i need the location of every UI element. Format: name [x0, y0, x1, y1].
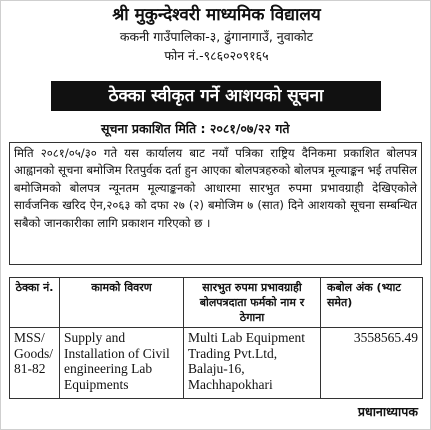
school-phone: फोन नं.-९८६०२०९१६५	[164, 48, 269, 63]
school-name: श्री मुकुन्देश्वरी माध्यमिक विद्यालय	[112, 5, 321, 25]
school-address: ककनी गाउँपालिका-३, ढुंगानागाउँ, नुवाकोट	[119, 29, 314, 44]
signature-title: प्रधानाध्यापक	[357, 404, 418, 419]
header-work-description: कामको विवरण	[60, 278, 184, 328]
notice-title-banner: ठेक्का स्वीकृत गर्ने आशयको सूचना	[51, 81, 381, 111]
cell-contract-no: MSS/ Goods/ 81-82	[10, 328, 60, 399]
header-contract-no: ठेक्का नं.	[10, 278, 60, 328]
notice-body-text: मिति २०८१/०५/३० गते यस कार्यालय बाट नयाँ पत्रिका राष्ट्रिय दैनिकमा प्रकाशित बोलपत्र आह्वानको सूचना बमोजिम रितपुर्वक दर्ता हुन आएका बोलपत्रहरुको बोलपत्र मूल्याङ्कन भई तपसिल बमोजिमको बोलपत्र न्यूनतम मूल्याङ्कनको आधारमा सारभुत रुपमा प्रभावग्राही देखिएकोले सार्वजनिक खरिद ऐन,२०६३ को दफा २७ (२) बमोजिम ७ (सात) दिने आशयको सूचना सम्बन्धित सबैको जानकारीका लागि प्रकाशन गरिएको छ ।	[14, 146, 417, 230]
header-bid-amount: कबोल अंक (भ्याट समेत)	[321, 278, 423, 328]
tender-table	[9, 277, 423, 399]
notice-body	[9, 142, 422, 265]
table-header-row	[10, 278, 423, 328]
cell-bidder: Multi Lab Equipment Trading Pvt.Ltd, Balaju-16, Machhapokhari	[184, 328, 321, 399]
cell-bid-amount: 3558565.49	[321, 328, 423, 399]
cell-work-description: Supply and Installation of Civil engineering Lab Equipments	[60, 328, 184, 399]
table-row	[10, 328, 423, 399]
header-bidder: सारभुत रुपमा प्रभावग्राही बोलपत्रदाता फर्मको नाम र ठेगाना	[184, 278, 321, 328]
publication-date: सूचना प्रकाशित मिति : २०८१/०७/२२ गते	[101, 121, 290, 136]
